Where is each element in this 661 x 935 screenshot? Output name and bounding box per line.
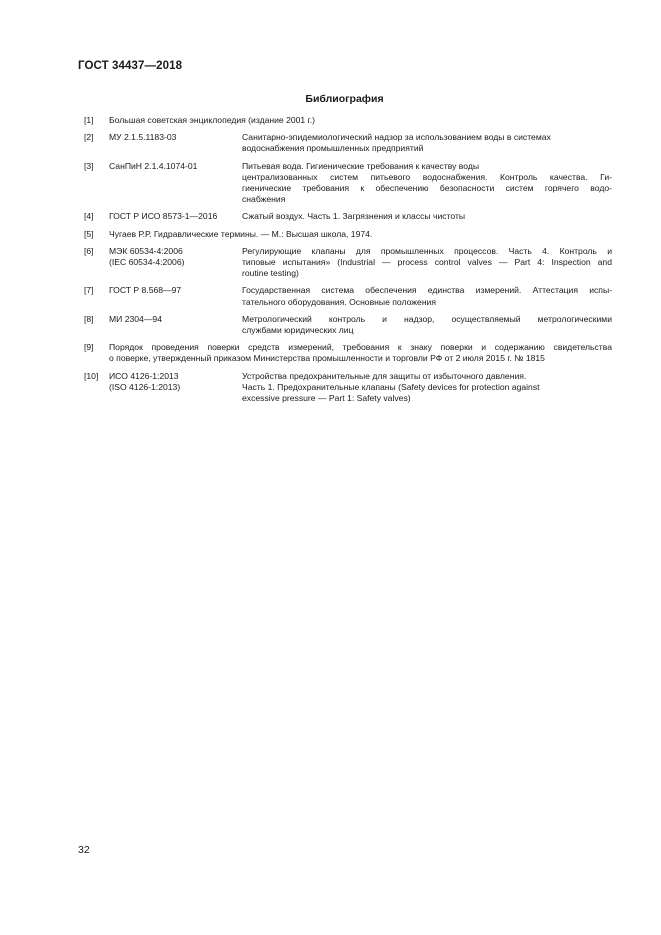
entry-number: [4] [84, 211, 94, 222]
entry-designation: ГОСТ Р 8.568—97 [109, 285, 182, 296]
entry-description: тательного оборудования. Основные положения [242, 296, 437, 307]
entry-description: типовые испытания» (Industrial — process control valves — Part 4: Inspection and [242, 257, 612, 268]
entry-description: Питьевая вода. Гигиенические требования к качеству воды [242, 160, 480, 171]
entry-designation: (ISO 4126-1:2013) [109, 381, 181, 392]
entry-designation: ИСО 4126-1:2013 [109, 370, 179, 381]
entry-number: [2] [84, 132, 94, 143]
entry-number: [10] [84, 370, 99, 381]
bibliography-list [84, 115, 612, 404]
entry-description: гиенические требования к обеспечению безопасности систем горячего водо- [242, 183, 612, 194]
entry-description: Метрологический контроль и надзор, осуществляемый метрологическими [242, 313, 612, 324]
entry-number: [5] [84, 228, 94, 239]
entry-designation: СанПиН 2.1.4.1074-01 [109, 160, 198, 171]
entry-number: [3] [84, 160, 94, 171]
entry-description: Государственная система обеспечения единства измерений. Аттестация испы- [242, 285, 612, 296]
entry-description: Сжатый воздух. Часть 1. Загрязнения и классы чистоты [242, 211, 466, 222]
entry-text: Чугаев Р.Р. Гидравлические термины. — М.: Высшая школа, 1974. [109, 228, 373, 239]
bibliography-entry [84, 342, 612, 364]
entry-text: о поверке, утвержденный приказом Министерства промышленности и торговли РФ от 2 июля 2015 г. № 1815 [109, 353, 545, 364]
entry-designation: МЭК 60534-4:2006 [109, 245, 183, 256]
entry-description: снабжения [242, 194, 286, 205]
bibliography-entry [84, 314, 612, 336]
entry-designation: МУ 2.1.5.1183-03 [109, 132, 177, 143]
bibliography-entry [84, 246, 612, 280]
entry-number: [6] [84, 245, 94, 256]
entry-description: централизованных систем питьевого водоснабжения. Контроль качества. Ги- [242, 171, 612, 182]
entry-description: Санитарно-эпидемиологический надзор за использованием воды в системах [242, 132, 551, 143]
bibliography-entry [84, 115, 612, 126]
bibliography-entry [84, 229, 612, 240]
bibliography-entry [84, 211, 612, 222]
page-title: Библиография [305, 93, 384, 105]
bibliography-entry [84, 285, 612, 307]
entry-description: водоснабжения промышленных предприятий [242, 143, 424, 154]
bibliography-entry [84, 161, 612, 206]
entry-designation: ГОСТ Р ИСО 8573-1—2016 [109, 211, 218, 222]
page-number: 32 [78, 844, 90, 856]
entry-number: [9] [84, 342, 94, 353]
entry-number: [8] [84, 313, 94, 324]
entry-description: Регулирующие клапаны для промышленных процессов. Часть 4. Контроль и [242, 245, 612, 256]
entry-description: Устройства предохранительные для защиты от избыточного давления. [242, 370, 527, 381]
entry-description: routine testing) [242, 268, 299, 279]
entry-designation: МИ 2304—94 [109, 313, 162, 324]
entry-text: Большая советская энциклопедия (издание 2001 г.) [109, 115, 315, 125]
entry-text: Порядок проведения поверки средств измерений, требования к знаку поверки и содержанию свидетельства [109, 342, 612, 353]
entry-description: Часть 1. Предохранительные клапаны (Safety devices for protection against [242, 381, 540, 392]
entry-description: службами юридических лиц [242, 325, 354, 336]
entry-designation: (IEC 60534-4:2006) [109, 257, 185, 268]
bibliography-entry [84, 371, 612, 405]
entry-number: [1] [84, 115, 94, 125]
entry-description: excessive pressure — Part 1: Safety valves) [242, 393, 411, 404]
bibliography-entry [84, 132, 612, 154]
entry-number: [7] [84, 285, 94, 296]
document-header: ГОСТ 34437—2018 [78, 60, 183, 72]
